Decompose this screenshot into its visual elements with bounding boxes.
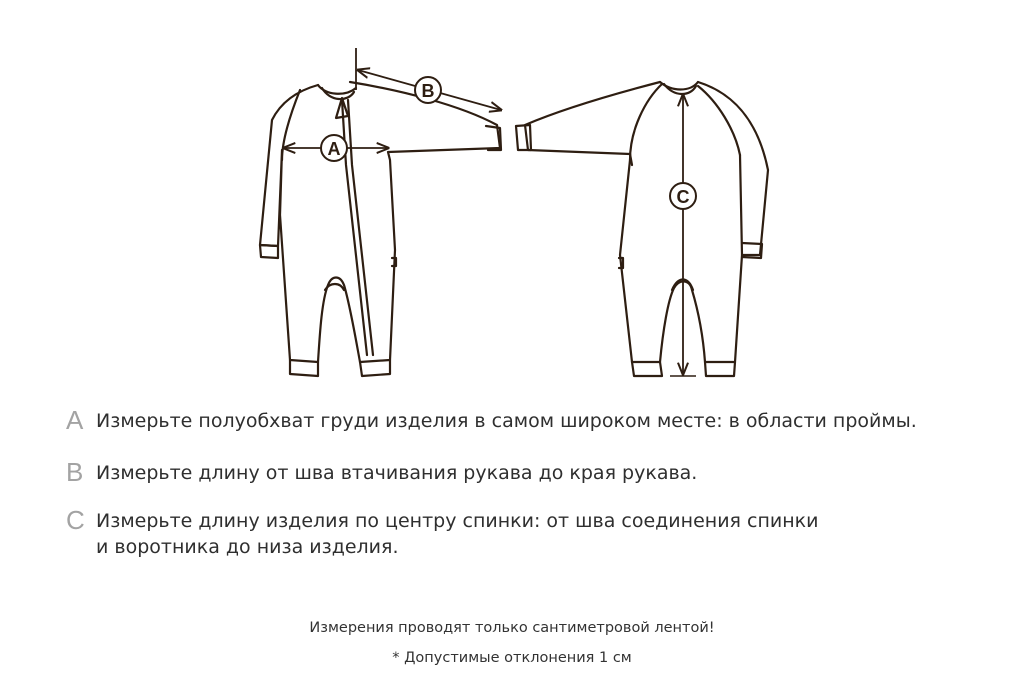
tolerance-note: * Допустимые отклонения 1 см xyxy=(392,650,632,666)
instruction-c-text: Измерьте длину изделия по центру спинки: от шва соединения спинки и воротника до низа изделия. xyxy=(96,510,819,558)
instruction-b xyxy=(66,457,698,487)
measurement-b xyxy=(356,48,501,110)
tape-note: Измерения проводят только сантиметровой лентой! xyxy=(309,620,715,636)
front-view-garment xyxy=(260,82,501,376)
instruction-c xyxy=(66,505,819,560)
instruction-a xyxy=(66,405,917,435)
marker-c-label: C xyxy=(676,187,690,207)
marker-a-label: A xyxy=(327,139,341,159)
instruction-a-text: Измерьте полуобхват груди изделия в самом широком месте: в области проймы. xyxy=(96,410,917,432)
instruction-b-text: Измерьте длину от шва втачивания рукава до края рукава. xyxy=(96,462,698,484)
marker-b-label: B xyxy=(421,81,435,101)
instruction-c-letter: C xyxy=(66,505,85,535)
instruction-b-letter: B xyxy=(66,457,84,487)
measurement-c xyxy=(670,95,696,376)
back-view-garment xyxy=(516,82,768,376)
measurement-a xyxy=(284,135,388,161)
instruction-a-letter: A xyxy=(66,405,84,435)
